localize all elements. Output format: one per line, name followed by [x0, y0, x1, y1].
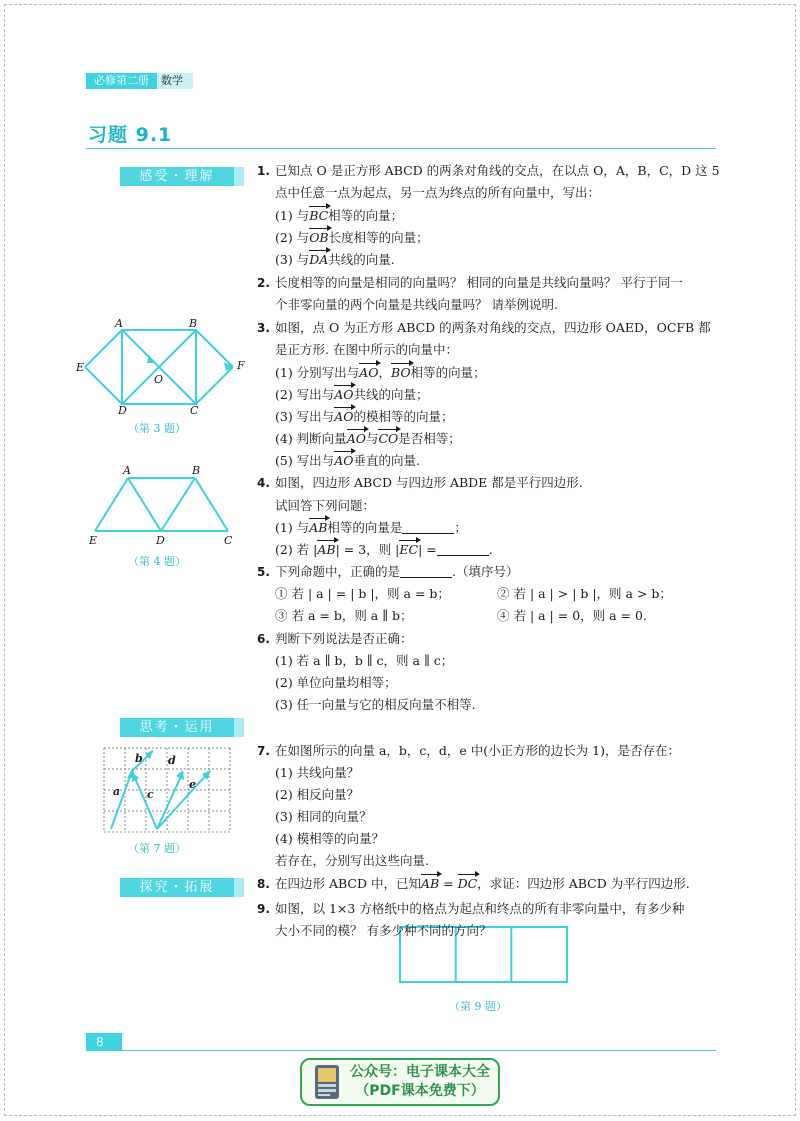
problem-4-number: 4.	[257, 476, 270, 490]
text-span: 相等的向量；	[328, 208, 404, 223]
subject-label: 数学	[157, 73, 193, 89]
vector-ec: EC	[399, 539, 418, 562]
problem-2-line-1	[257, 272, 683, 295]
vector-ao: AO	[359, 362, 378, 385]
problem-7-part-4: (4) 模相等的向量？	[275, 831, 385, 846]
title-divider	[86, 148, 716, 149]
figure-3	[76, 316, 246, 416]
text-span: 共线的向量.	[328, 252, 395, 267]
text-span: 的模相等的向量；	[353, 409, 454, 424]
watermark-text	[350, 1063, 490, 1101]
book-logo-icon	[314, 1064, 340, 1100]
watermark-line-2: （PDF课本免费下）	[355, 1083, 485, 1099]
problem-8-line-1	[257, 873, 690, 896]
problem-1-line-1	[257, 160, 720, 183]
problem-4-part-1	[257, 517, 467, 540]
problem-7-part-5: 若存在，分别写出这些向量.	[275, 853, 429, 868]
problem-5-option-3: ③ 若 a = b，则 a ∥ b；	[275, 608, 413, 623]
problem-1-text-2: 点中任意一点为起点，另一点为终点的所有向量中，写出：	[275, 185, 601, 200]
problem-2-number: 2.	[257, 276, 270, 290]
problem-2-text-2: 个非零向量的两个向量是共线向量吗？ 请举例说明.	[275, 297, 558, 312]
section-title: 习题 9.1	[88, 124, 173, 146]
text-span: 相等的向量；	[410, 365, 486, 380]
problem-4-part-2	[257, 539, 493, 562]
problem-6-line-1	[257, 628, 413, 651]
fig3-label-c: C	[190, 404, 199, 416]
figure-9-caption: （第 9 题）	[449, 1000, 507, 1013]
problem-3-part-3	[257, 406, 453, 429]
text-span: (3) 与	[275, 252, 310, 267]
problem-7-part-1: (1) 共线向量？	[275, 765, 360, 780]
text-span: ，求证：四边形 ABCD 为平行四边形.	[477, 876, 690, 891]
problem-6-part-2: (2) 单位向量均相等；	[275, 675, 397, 690]
text-span: 下列命题中，正确的是	[275, 564, 401, 579]
problem-3-text-2: 是正方形. 在图中所示的向量中：	[275, 342, 458, 357]
text-span: (5) 写出与	[275, 453, 335, 468]
fig7-label-b: b	[135, 752, 143, 765]
text-span: 长度相等的向量；	[328, 230, 429, 245]
text-span: | =	[418, 542, 437, 557]
answer-blank[interactable]	[437, 542, 489, 556]
problem-9-text-1: 如图，以 1×3 方格纸中的格点为起点和终点的所有非零向量中，有多少种	[275, 901, 685, 916]
text-span: .	[488, 542, 493, 557]
problem-7-number: 7.	[257, 744, 270, 758]
problem-3-line-1	[257, 317, 711, 340]
fig4-label-b: B	[192, 464, 201, 477]
problem-9-line-2	[257, 920, 491, 943]
text-span: (2) 与	[275, 230, 310, 245]
problem-3-part-4	[257, 428, 461, 451]
problem-6-text-1: 判断下列说法是否正确：	[275, 631, 413, 646]
vector-ao: AO	[334, 406, 353, 429]
fig3-label-d: D	[118, 404, 127, 416]
text-span: 与	[365, 431, 379, 446]
problem-1-part-2	[257, 227, 429, 250]
watermark-badge	[300, 1058, 500, 1106]
fig7-label-c: c	[147, 788, 154, 801]
text-span: (1) 与	[275, 520, 310, 535]
problem-1-number: 1.	[257, 164, 270, 178]
running-header	[86, 73, 193, 89]
side-tag-exploration: 探究・拓展	[120, 878, 234, 897]
figure-4	[86, 464, 236, 546]
side-tag-understanding: 感受・理解	[120, 167, 234, 186]
text-span: (2) 写出与	[275, 387, 335, 402]
problem-5-line-1	[257, 561, 519, 584]
problem-4-text-2: 试回答下列问题：	[275, 498, 376, 513]
text-span: 是否相等；	[398, 431, 461, 446]
text-span: (1) 与	[275, 208, 310, 223]
problem-3-number: 3.	[257, 321, 270, 335]
figure-4-caption: （第 4 题）	[128, 555, 186, 568]
problem-2-text-1: 长度相等的向量是相同的向量吗？ 相同的向量是共线向量吗？ 平行于同一	[275, 275, 683, 290]
fig3-label-f: F	[237, 359, 245, 372]
vector-ao: AO	[347, 428, 366, 451]
problem-9-text-2: 大小不同的模？ 有多少种不同的方向？	[275, 923, 492, 938]
problem-5-option-1: ① 若 | a | = | b |，则 a = b；	[275, 586, 450, 601]
problem-5-number: 5.	[257, 565, 270, 579]
problem-7-line-1	[257, 740, 680, 763]
text-span: | = 3，则 |	[335, 542, 400, 557]
watermark-line-1: 公众号：电子课本大全	[350, 1064, 490, 1080]
figure-7-caption: （第 7 题）	[128, 842, 186, 855]
problem-5-option-2: ② 若 | a | > | b |，则 a > b；	[497, 586, 672, 601]
fig7-label-a: a	[113, 785, 121, 798]
page-number: 8	[86, 1033, 122, 1051]
problem-4-line-2	[257, 495, 375, 518]
fig3-label-b: B	[189, 317, 198, 330]
figure-7	[101, 745, 231, 833]
figure-3-caption: （第 3 题）	[128, 422, 186, 435]
vector-ab: AB	[309, 517, 327, 540]
vector-ob: OB	[309, 227, 328, 250]
text-span: ，	[378, 365, 391, 380]
fig3-label-e: E	[76, 361, 85, 374]
side-tag-application: 思考・运用	[120, 718, 234, 737]
problem-1-part-3	[257, 249, 395, 272]
problem-4-text-1: 如图，四边形 ABCD 与四边形 ABDE 都是平行四边形.	[275, 475, 583, 490]
problem-3-part-2	[257, 384, 428, 407]
answer-blank[interactable]	[402, 520, 454, 534]
problem-7-part-3: (3) 相同的向量？	[275, 809, 372, 824]
text-span: (4) 判断向量	[275, 431, 347, 446]
text-span: 在四边形 ABCD 中，已知	[275, 876, 421, 891]
problem-9-number: 9.	[257, 902, 270, 916]
vector-ao: AO	[334, 384, 353, 407]
problem-7-text-1: 在如图所示的向量 a，b，c，d，e 中(小正方形的边长为 1)，是否存在：	[275, 743, 680, 758]
vector-ab: AB	[317, 539, 335, 562]
problem-6-number: 6.	[257, 632, 270, 646]
fig4-label-a: A	[123, 464, 131, 477]
answer-blank[interactable]	[400, 564, 452, 578]
text-span: .（填序号）	[452, 564, 519, 579]
problem-3-line-2	[257, 339, 458, 362]
problem-1-line-2	[257, 182, 600, 205]
fig4-label-e: E	[89, 534, 98, 546]
problem-9-line-1	[257, 898, 684, 921]
vector-dc: DC	[458, 873, 478, 896]
text-span: 相等的向量是	[327, 520, 403, 535]
problem-3-part-1	[257, 362, 486, 385]
problem-3-text-1: 如图，点 O 为正方形 ABCD 的两条对角线的交点，四边形 OAED，OCFB 都	[275, 320, 711, 335]
fig7-label-e: e	[189, 778, 196, 791]
fig4-label-d: D	[156, 534, 165, 546]
problem-2-line-2	[257, 294, 558, 317]
problem-3-part-5	[257, 450, 420, 473]
problem-6-part-1: (1) 若 a ∥ b，b ∥ c，则 a ∥ c；	[275, 653, 454, 668]
problem-5-option-4: ④ 若 | a | = 0，则 a = 0.	[497, 608, 647, 623]
text-span: 垂直的向量.	[353, 453, 420, 468]
vector-ab: AB	[421, 873, 439, 896]
text-span: (1) 分别写出与	[275, 365, 360, 380]
vector-co: CO	[378, 428, 398, 451]
text-span: =	[439, 876, 458, 891]
problem-1-text-1: 已知点 O 是正方形 ABCD 的两条对角线的交点，在以点 O，A，B，C，D 这 5	[275, 163, 720, 178]
problem-6-part-3: (3) 任一向量与它的相反向量不相等.	[275, 697, 476, 712]
text-span: ；	[454, 520, 467, 535]
problem-7-part-2: (2) 相反向量？	[275, 787, 360, 802]
fig7-label-d: d	[168, 754, 176, 767]
text-span: (3) 写出与	[275, 409, 335, 424]
book-label: 必修第二册	[86, 73, 157, 89]
fig4-label-c: C	[224, 534, 233, 546]
footer-divider	[122, 1050, 716, 1051]
fig3-label-o: O	[154, 373, 164, 386]
vector-ao: AO	[334, 450, 353, 473]
fig3-label-a: A	[115, 317, 123, 330]
problem-8-number: 8.	[257, 877, 270, 891]
vector-bc: BC	[309, 205, 328, 228]
problem-4-line-1	[257, 472, 583, 495]
text-span: (2) 若 |	[275, 542, 318, 557]
vector-da: DA	[309, 249, 328, 272]
vector-bo: BO	[391, 362, 411, 385]
text-span: 共线的向量；	[353, 387, 429, 402]
